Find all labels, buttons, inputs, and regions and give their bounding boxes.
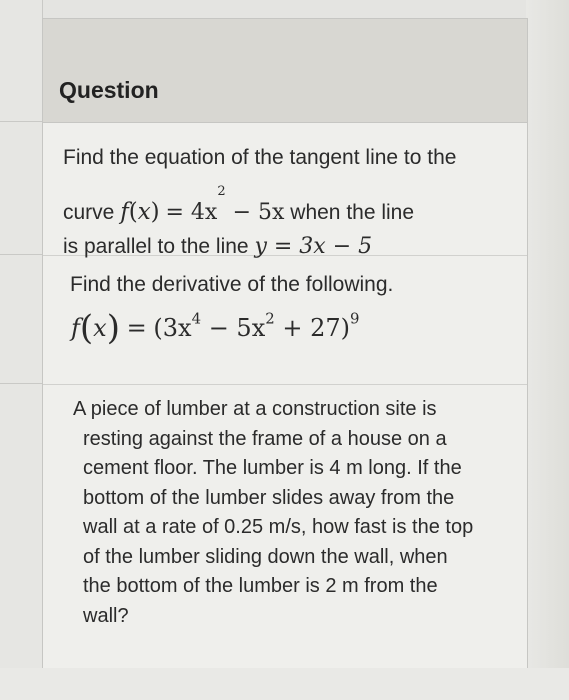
function-expression: = 4x xyxy=(165,199,218,225)
function-exponent: 2 xyxy=(217,184,226,199)
row-divider xyxy=(0,383,42,384)
formula-exp-1: 4 xyxy=(191,309,202,328)
question-1-line-2-prefix: curve xyxy=(63,200,121,224)
question-3-line: wall? xyxy=(83,604,129,627)
question-body xyxy=(43,123,527,671)
derivative-formula xyxy=(71,308,359,348)
question-1-line-1: Find the equation of the tangent line to the xyxy=(63,146,457,169)
function-arg: (x) xyxy=(128,198,160,225)
question-item-1 xyxy=(43,123,527,259)
question-3-line: cement floor. The lumber is 4 m long. If the xyxy=(83,457,462,479)
table-header xyxy=(43,19,527,123)
formula-equals: = xyxy=(126,314,147,342)
question-item-3 xyxy=(43,385,527,671)
question-2-prompt: Find the derivative of the following. xyxy=(70,273,394,296)
right-margin xyxy=(526,0,569,700)
row-divider xyxy=(0,121,42,122)
question-3-line: of the lumber sliding down the wall, when xyxy=(83,545,448,568)
page-title: Question xyxy=(59,77,159,103)
question-3-line: the bottom of the lumber is 2 m from the xyxy=(83,575,438,597)
variable-x: x xyxy=(137,198,151,225)
bottom-margin xyxy=(0,668,569,700)
formula-x: x xyxy=(93,314,107,342)
question-1-text xyxy=(63,141,456,264)
function-expression-tail: − 5x xyxy=(225,199,285,225)
question-1-line-2 xyxy=(63,175,456,230)
row-divider xyxy=(0,254,42,255)
formula-close-paren: ) xyxy=(106,308,120,348)
formula-mid: − 5x xyxy=(201,314,266,342)
question-item-2 xyxy=(43,256,527,385)
formula-open-paren: ( xyxy=(79,308,94,348)
function-f: f xyxy=(120,198,129,225)
question-3-line: A piece of lumber at a construction site is xyxy=(73,398,437,420)
formula-f: f xyxy=(71,314,80,342)
formula-power: 9 xyxy=(349,309,360,328)
question-table xyxy=(42,18,528,672)
formula-end: + 27) xyxy=(274,314,350,342)
question-3-line: resting against the frame of a house on a xyxy=(83,427,447,450)
question-1-line-3-prefix: is parallel to the line xyxy=(63,234,255,258)
question-1-line-2-suffix: when the line xyxy=(284,200,415,224)
formula-exp-2: 2 xyxy=(265,309,275,328)
formula-inner: (3x xyxy=(153,314,192,342)
question-3-text xyxy=(73,395,473,631)
question-3-line: wall at a rate of 0.25 m/s, how fast is the top xyxy=(83,516,474,538)
question-3-line: bottom of the lumber slides away from the xyxy=(83,486,455,509)
line-equation: y = 3x − 5 xyxy=(254,233,373,259)
left-margin-strip xyxy=(0,0,43,700)
